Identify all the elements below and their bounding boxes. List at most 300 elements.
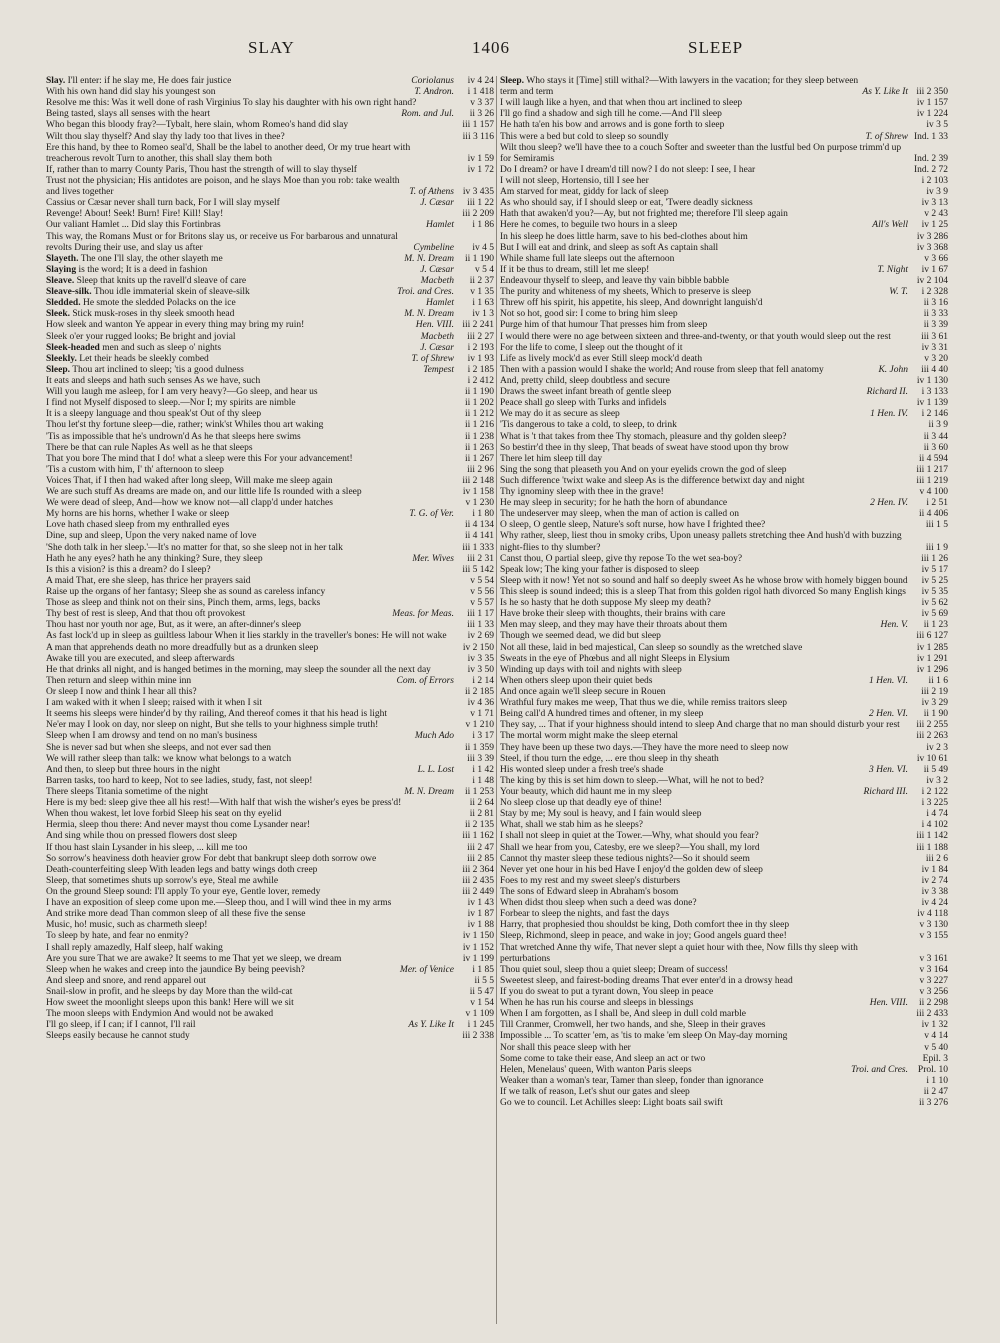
concordance-entry [500, 909, 948, 920]
quotation-text: He may sleep in security; for he hath the horn of abundance [500, 498, 728, 509]
quotation [500, 1098, 908, 1109]
play-title: Hen. V. [880, 620, 908, 631]
quotation-text: Forbear to sleep the nights, and fast the days [500, 909, 670, 920]
quotation [500, 765, 865, 776]
quotation [500, 287, 885, 298]
quotation-text: 'Tis dangerous to take a cold, to sleep, to drink [500, 420, 677, 431]
concordance-entry [46, 109, 494, 120]
quotation-text: Sleep, Richmond, sleep in peace, and wake in joy; Good angels guard thee! [500, 931, 787, 942]
quotation-text: Hath he any eyes? hath he any thinking? Sure, they sleep [46, 553, 263, 564]
concordance-entry [46, 209, 494, 220]
quotation [46, 254, 400, 265]
concordance-entry [500, 509, 948, 520]
quotation-text: So sorrow's heaviness doth heavier grow For debt that bankrupt sleep doth sorrow owe [46, 853, 377, 864]
concordance-entry [500, 854, 948, 865]
act-scene-line: iii 2 85 [467, 853, 494, 864]
quotation [500, 909, 908, 920]
headword: Sleep. [46, 364, 71, 375]
quotation [500, 132, 862, 143]
quotation [500, 143, 908, 165]
quotation-text: A maid That, ere she sleep, has thrice her prayers said [46, 575, 251, 586]
concordance-entry [500, 98, 948, 109]
quotation [500, 743, 908, 754]
quotation [500, 109, 908, 120]
quotation-text: Threw off his spirit, his appetite, his sleep, And downright languish'd [500, 298, 763, 309]
quotation-text: He hath ta'en his bow and arrows and is gone forth to sleep [500, 120, 725, 131]
act-scene-line: v 3 227 [919, 975, 948, 986]
concordance-entry [500, 109, 948, 120]
quotation-text: I would there were no age between sixteen and three-and-twenty, or that youth would sleep out the rest [500, 331, 891, 342]
act-scene-line: iv 4 118 [917, 909, 948, 920]
quotation [500, 1020, 908, 1031]
quotation-text: Thou let'st thy fortune sleep—die, rather; wink'st Whiles thou art waking [46, 420, 324, 431]
concordance-entry [500, 243, 948, 254]
concordance-entry [46, 854, 494, 865]
act-scene-line: iv 1 291 [916, 653, 948, 664]
quotation-text: Sweetest sleep, and fairest-boding dreams That ever enter'd in a drowsy head [500, 975, 793, 986]
quotation-text: How sleek and wanton Ye appear in every thing may bring my ruin! [46, 320, 305, 331]
act-scene-line: iii 2 255 [916, 720, 948, 731]
quotation-text: Wilt thou sleep? we'll have thee to a couch Softer and sweeter than the lustful bed On purpose trimm'd up for Semiramis [500, 142, 902, 164]
headword: Sleave. [46, 275, 75, 286]
concordance-entry [500, 665, 948, 676]
quotation [46, 565, 454, 576]
act-scene-line: v 5 57 [470, 598, 494, 609]
play-title: Tempest [423, 364, 454, 375]
act-scene-line: iii 1 17 [467, 609, 494, 620]
quotation-text: Do I dream? or have I dream'd till now? I do not sleep: I see, I hear [500, 164, 756, 175]
quotation-text: Weaker than a woman's tear, Tamer than sleep, fonder than ignorance [500, 1075, 764, 1086]
act-scene-line: iv 3 13 [921, 198, 948, 209]
concordance-entry [500, 765, 948, 776]
quotation [46, 987, 454, 998]
quotation-text: And then, to sleep but three hours in the night [46, 764, 221, 775]
quotation [500, 820, 908, 831]
quotation-text: I shall not sleep in quiet at the Tower.—Why, what should you fear? [500, 831, 759, 842]
concordance-entry [46, 709, 494, 720]
quotation-text: Impossible ... To scatter 'em, as 'tis to make 'em sleep On May-day morning [500, 1031, 788, 1042]
concordance-entry [500, 265, 948, 276]
quotation [46, 731, 411, 742]
quotation-text: And once again we'll sleep secure in Rouen [500, 687, 666, 698]
concordance-entry [46, 676, 494, 687]
act-scene-line: ii 2 298 [918, 998, 948, 1009]
quotation [500, 98, 908, 109]
quotation [500, 843, 908, 854]
act-scene-line: ii 1 90 [923, 709, 948, 720]
quotation-text: is the word; It is a deed in fashion [78, 264, 208, 275]
act-scene-line: iv 3 435 [462, 187, 494, 198]
quotation [46, 432, 454, 443]
quotation [500, 509, 908, 520]
play-title: J. Cæsar [420, 264, 454, 275]
concordance-entry [500, 343, 948, 354]
quotation-text: Here is my bed: sleep give thee all his rest!—With half that wish the wisher's eyes be press'd! [46, 798, 402, 809]
quotation [500, 254, 908, 265]
act-scene-line: iii 1 162 [462, 831, 494, 842]
concordance-entry [500, 698, 948, 709]
act-scene-line: Ind. 1 33 [913, 131, 948, 142]
act-scene-line: ii 4 141 [464, 531, 494, 542]
play-title: Hen. VIII. [415, 320, 454, 331]
quotation-text: With his own hand did slay his youngest son [46, 87, 216, 98]
quotation [500, 920, 908, 931]
quotation-text: Though we seemed dead, we did but sleep [500, 631, 661, 642]
play-title: Hamlet [426, 298, 454, 309]
quotation-text: Thy best of rest is sleep, And that thou oft provokest [46, 609, 246, 620]
quotation [46, 820, 454, 831]
quotation-text: There be that can rule Naples As well as he that sleeps [46, 442, 253, 453]
concordance-entry [46, 520, 494, 531]
play-title: 2 Hen. IV. [870, 498, 908, 509]
quotation-text: When others sleep upon their quiet beds [500, 675, 653, 686]
concordance-entry [500, 365, 948, 376]
quotation-text: And strike more dead Than common sleep of all these five the sense [46, 909, 306, 920]
quotation-text: Is he so hasty that he doth suppose My sleep my death? [500, 598, 711, 609]
concordance-entry [500, 309, 948, 320]
concordance-entry [46, 976, 494, 987]
act-scene-line: ii 1 253 [464, 787, 494, 797]
act-scene-line: v 3 161 [919, 953, 948, 964]
quotation [46, 132, 454, 143]
quotation [46, 420, 454, 431]
quotation [500, 343, 908, 354]
act-scene-line: iv 3 9 [926, 187, 948, 198]
act-scene-line: Epil. 3 [922, 1053, 948, 1064]
quotation [46, 709, 454, 720]
concordance-entry [500, 132, 948, 143]
quotation-text: Peace shall go sleep with Turks and infidels [500, 398, 667, 409]
quotation-text: O sleep, O gentle sleep, Nature's soft nurse, how have I frighted thee? [500, 520, 766, 531]
quotation-text: Or sleep I now and think I hear all this? [46, 687, 197, 698]
quotation-text: Ne'er may I look on day, nor sleep on night, But she tells to your highness simple truth! [46, 720, 379, 731]
act-scene-line: iv 1 43 [467, 898, 494, 909]
act-scene-line: Ind. 2 72 [913, 164, 948, 175]
act-scene-line: v 1 230 [465, 498, 494, 509]
play-title: As Y. Like It [862, 87, 908, 98]
quotation [500, 676, 865, 687]
quotation [500, 420, 908, 431]
quotation [500, 976, 908, 987]
act-scene-line: i 2 122 [921, 787, 948, 797]
act-scene-line: iii 6 127 [916, 631, 948, 642]
quotation-text: Till Cranmer, Cromwell, her two hands, and she, Sleep in their graves [500, 1020, 766, 1031]
concordance-entry [500, 743, 948, 754]
play-title: Com. of Errors [396, 675, 454, 686]
act-scene-line: iv 1 150 [462, 931, 494, 942]
quotation-text: As fast lock'd up in sleep as guiltless labour When it lies starkly in the traveller's bones: He will not wake [46, 631, 447, 642]
concordance-entry [500, 809, 948, 820]
quotation-text: Is this a vision? is this a dream? do I sleep? [46, 564, 211, 575]
quotation-text: We will rather sleep than talk: we know what belongs to a watch [46, 753, 292, 764]
act-scene-line: iii 2 433 [916, 1009, 948, 1020]
act-scene-line: iv 1 59 [467, 153, 494, 164]
quotation [500, 587, 908, 598]
concordance-entry [46, 754, 494, 765]
quotation [46, 176, 405, 198]
quotation-text: Hath that awaken'd you?—Ay, but not frighted me; therefore I'll sleep again [500, 209, 788, 220]
concordance-entry [46, 487, 494, 498]
act-scene-line: iv 1 3 [472, 309, 494, 320]
quotation [500, 1054, 908, 1065]
quotation [46, 887, 454, 898]
act-scene-line: ii 2 135 [464, 820, 494, 831]
concordance-entry [46, 798, 494, 809]
quotation [500, 309, 908, 320]
concordance-entry [500, 387, 948, 398]
quotation [500, 654, 908, 665]
act-scene-line: i 1 85 [472, 964, 494, 975]
quotation [46, 798, 454, 809]
act-scene-line: iii 3 39 [467, 753, 494, 764]
quotation-text: And, pretty child, sleep doubtless and secure [500, 375, 670, 386]
concordance-entry [46, 509, 494, 520]
concordance-entry [46, 531, 494, 542]
concordance-entry [500, 687, 948, 698]
quotation [500, 409, 866, 420]
quotation-text: Nor shall this peace sleep with her [500, 1042, 631, 1053]
quotation-text: As who should say, if I should sleep or eat, 'Twere deadly sickness [500, 198, 753, 209]
quotation [500, 998, 866, 1009]
concordance-entry [500, 187, 948, 198]
quotation [46, 87, 410, 98]
act-scene-line: ii 2 81 [469, 809, 494, 820]
act-scene-line: ii 1 216 [464, 420, 494, 431]
play-title: Macbeth [420, 331, 454, 342]
act-scene-line: iii 1 219 [916, 475, 948, 486]
act-scene-line: v 4 100 [919, 487, 948, 498]
quotation [46, 720, 454, 731]
concordance-entry [500, 709, 948, 720]
quotation-text: We are such stuff As dreams are made on, and our little life Is rounded with a sleep [46, 487, 362, 498]
act-scene-line: iv 1 93 [467, 353, 494, 364]
quotation [46, 943, 454, 954]
quotation [500, 1076, 908, 1087]
act-scene-line: iv 1 72 [467, 164, 494, 175]
quotation-text: I have an exposition of sleep come upon me.—Sleep thou, and I will wind thee in my arms [46, 898, 392, 909]
quotation [500, 320, 908, 331]
play-title: Hamlet [426, 220, 454, 231]
left-column [46, 76, 494, 1326]
quotation [500, 754, 908, 765]
act-scene-line: iv 3 35 [467, 653, 494, 664]
column-divider [496, 76, 497, 1324]
concordance-entry [500, 1087, 948, 1098]
quotation [46, 1031, 454, 1042]
act-scene-line: ii 5 47 [469, 986, 494, 997]
quotation [46, 865, 454, 876]
concordance-entry [46, 687, 494, 698]
concordance-entry [500, 998, 948, 1009]
act-scene-line: i 1 245 [467, 1020, 494, 1031]
quotation [500, 1031, 908, 1042]
quotation [46, 587, 454, 598]
play-title: 2 Hen. VI. [868, 709, 908, 720]
quotation-text: If thou hast slain Lysander in his sleep, ... kill me too [46, 842, 248, 853]
act-scene-line: iii 1 26 [921, 553, 948, 564]
act-scene-line: iv 1 152 [462, 942, 494, 953]
act-scene-line: iv 3 50 [467, 664, 494, 675]
quotation-text: Music, ho! music, such as charmeth sleep! [46, 920, 208, 931]
quotation-text: This way, the Romans Must or for Britons slay us, or receive us For barbarous and unnatural revolts During their use, and slay us after [46, 231, 398, 253]
play-title: Troi. and Cres. [851, 1064, 908, 1075]
concordance-entry [46, 443, 494, 454]
quotation [46, 209, 454, 220]
quotation [46, 287, 393, 298]
quotation [500, 931, 908, 942]
quotation [46, 1009, 454, 1020]
act-scene-line: iv 10 61 [916, 753, 948, 764]
concordance-entry [500, 920, 948, 931]
quotation [500, 798, 908, 809]
quotation-text: 'She doth talk in her sleep.'—It's no matter for that, so she sleep not in her talk [46, 542, 343, 553]
quotation-text: Voices That, if I then had waked after long sleep, Will make me sleep again [46, 475, 333, 486]
concordance-entry [500, 1020, 948, 1031]
quotation-text: Thou idle immaterial skein of sleave-silk [93, 287, 250, 298]
quotation [46, 743, 454, 754]
act-scene-line: iii 2 263 [916, 731, 948, 742]
quotation-text: If it be thus to dream, still let me sleep! [500, 264, 650, 275]
concordance-entry [500, 165, 948, 176]
quotation [46, 454, 454, 465]
quotation [500, 1065, 847, 1076]
act-scene-line: iv 1 296 [916, 664, 948, 675]
concordance-entry [46, 232, 494, 254]
concordance-entry [46, 120, 494, 131]
quotation-text: They say, ... That if your highness should intend to sleep And charge that no man should disturb your rest [500, 720, 900, 731]
quotation-text: Ere this hand, by thee to Romeo seal'd, Shall be the label to another deed, Or my true heart with treacherous revolt Turn to another, this shall slay them both [46, 142, 411, 164]
act-scene-line: v 3 37 [470, 98, 494, 109]
concordance-entry [46, 954, 494, 965]
quotation-text: My horns are his horns, whether I wake or sleep [46, 509, 230, 520]
act-scene-line: iii 2 449 [462, 886, 494, 897]
concordance-entry [46, 465, 494, 476]
act-scene-line: iv 3 31 [921, 342, 948, 353]
act-scene-line: i 1 48 [472, 775, 494, 786]
act-scene-line: iv 1 130 [916, 375, 948, 386]
act-scene-line: iv 4 5 [472, 242, 494, 253]
quotation-text: The king by this is set him down to sleep.—What, will he not to bed? [500, 775, 764, 786]
quotation-text: Snail-slow in profit, and he sleeps by day More than the wild-cat [46, 986, 293, 997]
act-scene-line: i 1 63 [472, 298, 494, 309]
quotation [46, 898, 454, 909]
concordance-entry [500, 609, 948, 620]
quotation-text: Sleep when he wakes and creep into the jaundice By being peevish? [46, 964, 305, 975]
quotation [500, 387, 863, 398]
act-scene-line: v 1 54 [470, 998, 494, 1009]
concordance-entry [46, 931, 494, 942]
concordance-entry [46, 898, 494, 909]
headword: Slay. [46, 76, 66, 86]
act-scene-line: ii 1 6 [928, 675, 948, 686]
quotation-text: Being tasted, slays all senses with the heart [46, 109, 211, 120]
act-scene-line: iv 2 74 [921, 875, 948, 886]
quotation-text: Am starved for meat, giddy for lack of sleep [500, 187, 669, 198]
act-scene-line: v 4 14 [924, 1031, 948, 1042]
quotation [500, 376, 908, 387]
quotation [46, 909, 454, 920]
quotation [46, 409, 454, 420]
concordance-entry [46, 576, 494, 587]
quotation [46, 609, 388, 620]
concordance-entry [46, 354, 494, 365]
quotation [46, 354, 408, 365]
concordance-entry [500, 420, 948, 431]
concordance-entry [46, 565, 494, 576]
quotation [46, 876, 454, 887]
concordance-entry [46, 287, 494, 298]
quotation-text: Cassius or Cæsar never shall turn back, For I will slay myself [46, 198, 280, 209]
concordance-entry [46, 665, 494, 676]
concordance-entry [46, 809, 494, 820]
quotation [500, 531, 908, 553]
concordance-entry [500, 876, 948, 887]
quotation [500, 631, 908, 642]
concordance-entry [500, 531, 948, 553]
act-scene-line: ii 3 9 [928, 420, 948, 431]
quotation-text: Love hath chased sleep from my enthralled eyes [46, 520, 230, 531]
quotation [46, 487, 454, 498]
quotation [500, 76, 858, 98]
act-scene-line: iv 5 25 [921, 575, 948, 586]
concordance-entry [500, 654, 948, 665]
quotation [46, 998, 454, 1009]
play-title: All's Well [872, 220, 908, 231]
concordance-entry [46, 943, 494, 954]
quotation [46, 332, 417, 343]
quotation [46, 343, 416, 354]
act-scene-line: iii 2 27 [467, 331, 494, 342]
quotation [500, 220, 868, 231]
concordance-entry [500, 220, 948, 231]
concordance-entry [46, 554, 494, 565]
quotation-text: Endeavour thyself to sleep, and leave thy vain bibble babble [500, 275, 729, 286]
quotation [500, 965, 908, 976]
quotation-text: Thou quiet soul, sleep thou a quiet sleep; Dream of success! [500, 964, 729, 975]
quotation-text: Have broke their sleep with thoughts, their brains with care [500, 609, 726, 620]
play-title: Mer. Wives [412, 553, 454, 564]
concordance-entry [46, 820, 494, 831]
concordance-entry [500, 598, 948, 609]
act-scene-line: iii 1 217 [916, 464, 948, 475]
quotation-text: I will not sleep, Hortensio, till I see her [500, 175, 649, 186]
act-scene-line: iii 2 209 [462, 209, 494, 220]
quotation [500, 176, 908, 187]
concordance-entry [46, 76, 494, 87]
act-scene-line: iv 5 62 [921, 598, 948, 609]
quotation [500, 398, 908, 409]
quotation-text: Go we to council. Let Achilles sleep: Light boats sail swift [500, 1098, 723, 1109]
concordance-entry [500, 232, 948, 243]
concordance-entry [500, 465, 948, 476]
concordance-entry [46, 731, 494, 742]
quotation-text: There let him sleep till day [500, 453, 603, 464]
quotation-text: Sleep with it now! Yet not so sound and half so deeply sweet As he whose brow with homely biggen bound [500, 575, 908, 586]
act-scene-line: iii 2 338 [462, 1031, 494, 1042]
quotation [500, 687, 908, 698]
concordance-entry [500, 587, 948, 598]
quotation [46, 309, 400, 320]
quotation-text: Barren tasks, too hard to keep, Not to see ladies, study, fast, not sleep! [46, 775, 313, 786]
act-scene-line: ii 1 359 [464, 742, 494, 753]
act-scene-line: i 2 328 [921, 287, 948, 298]
act-scene-line: i 2 185 [467, 364, 494, 375]
concordance-entry [500, 198, 948, 209]
concordance-entry [46, 1009, 494, 1020]
quotation [500, 809, 908, 820]
concordance-entry [46, 254, 494, 265]
quotation-text: This were a bed but cold to sleep so soundly [500, 131, 669, 142]
